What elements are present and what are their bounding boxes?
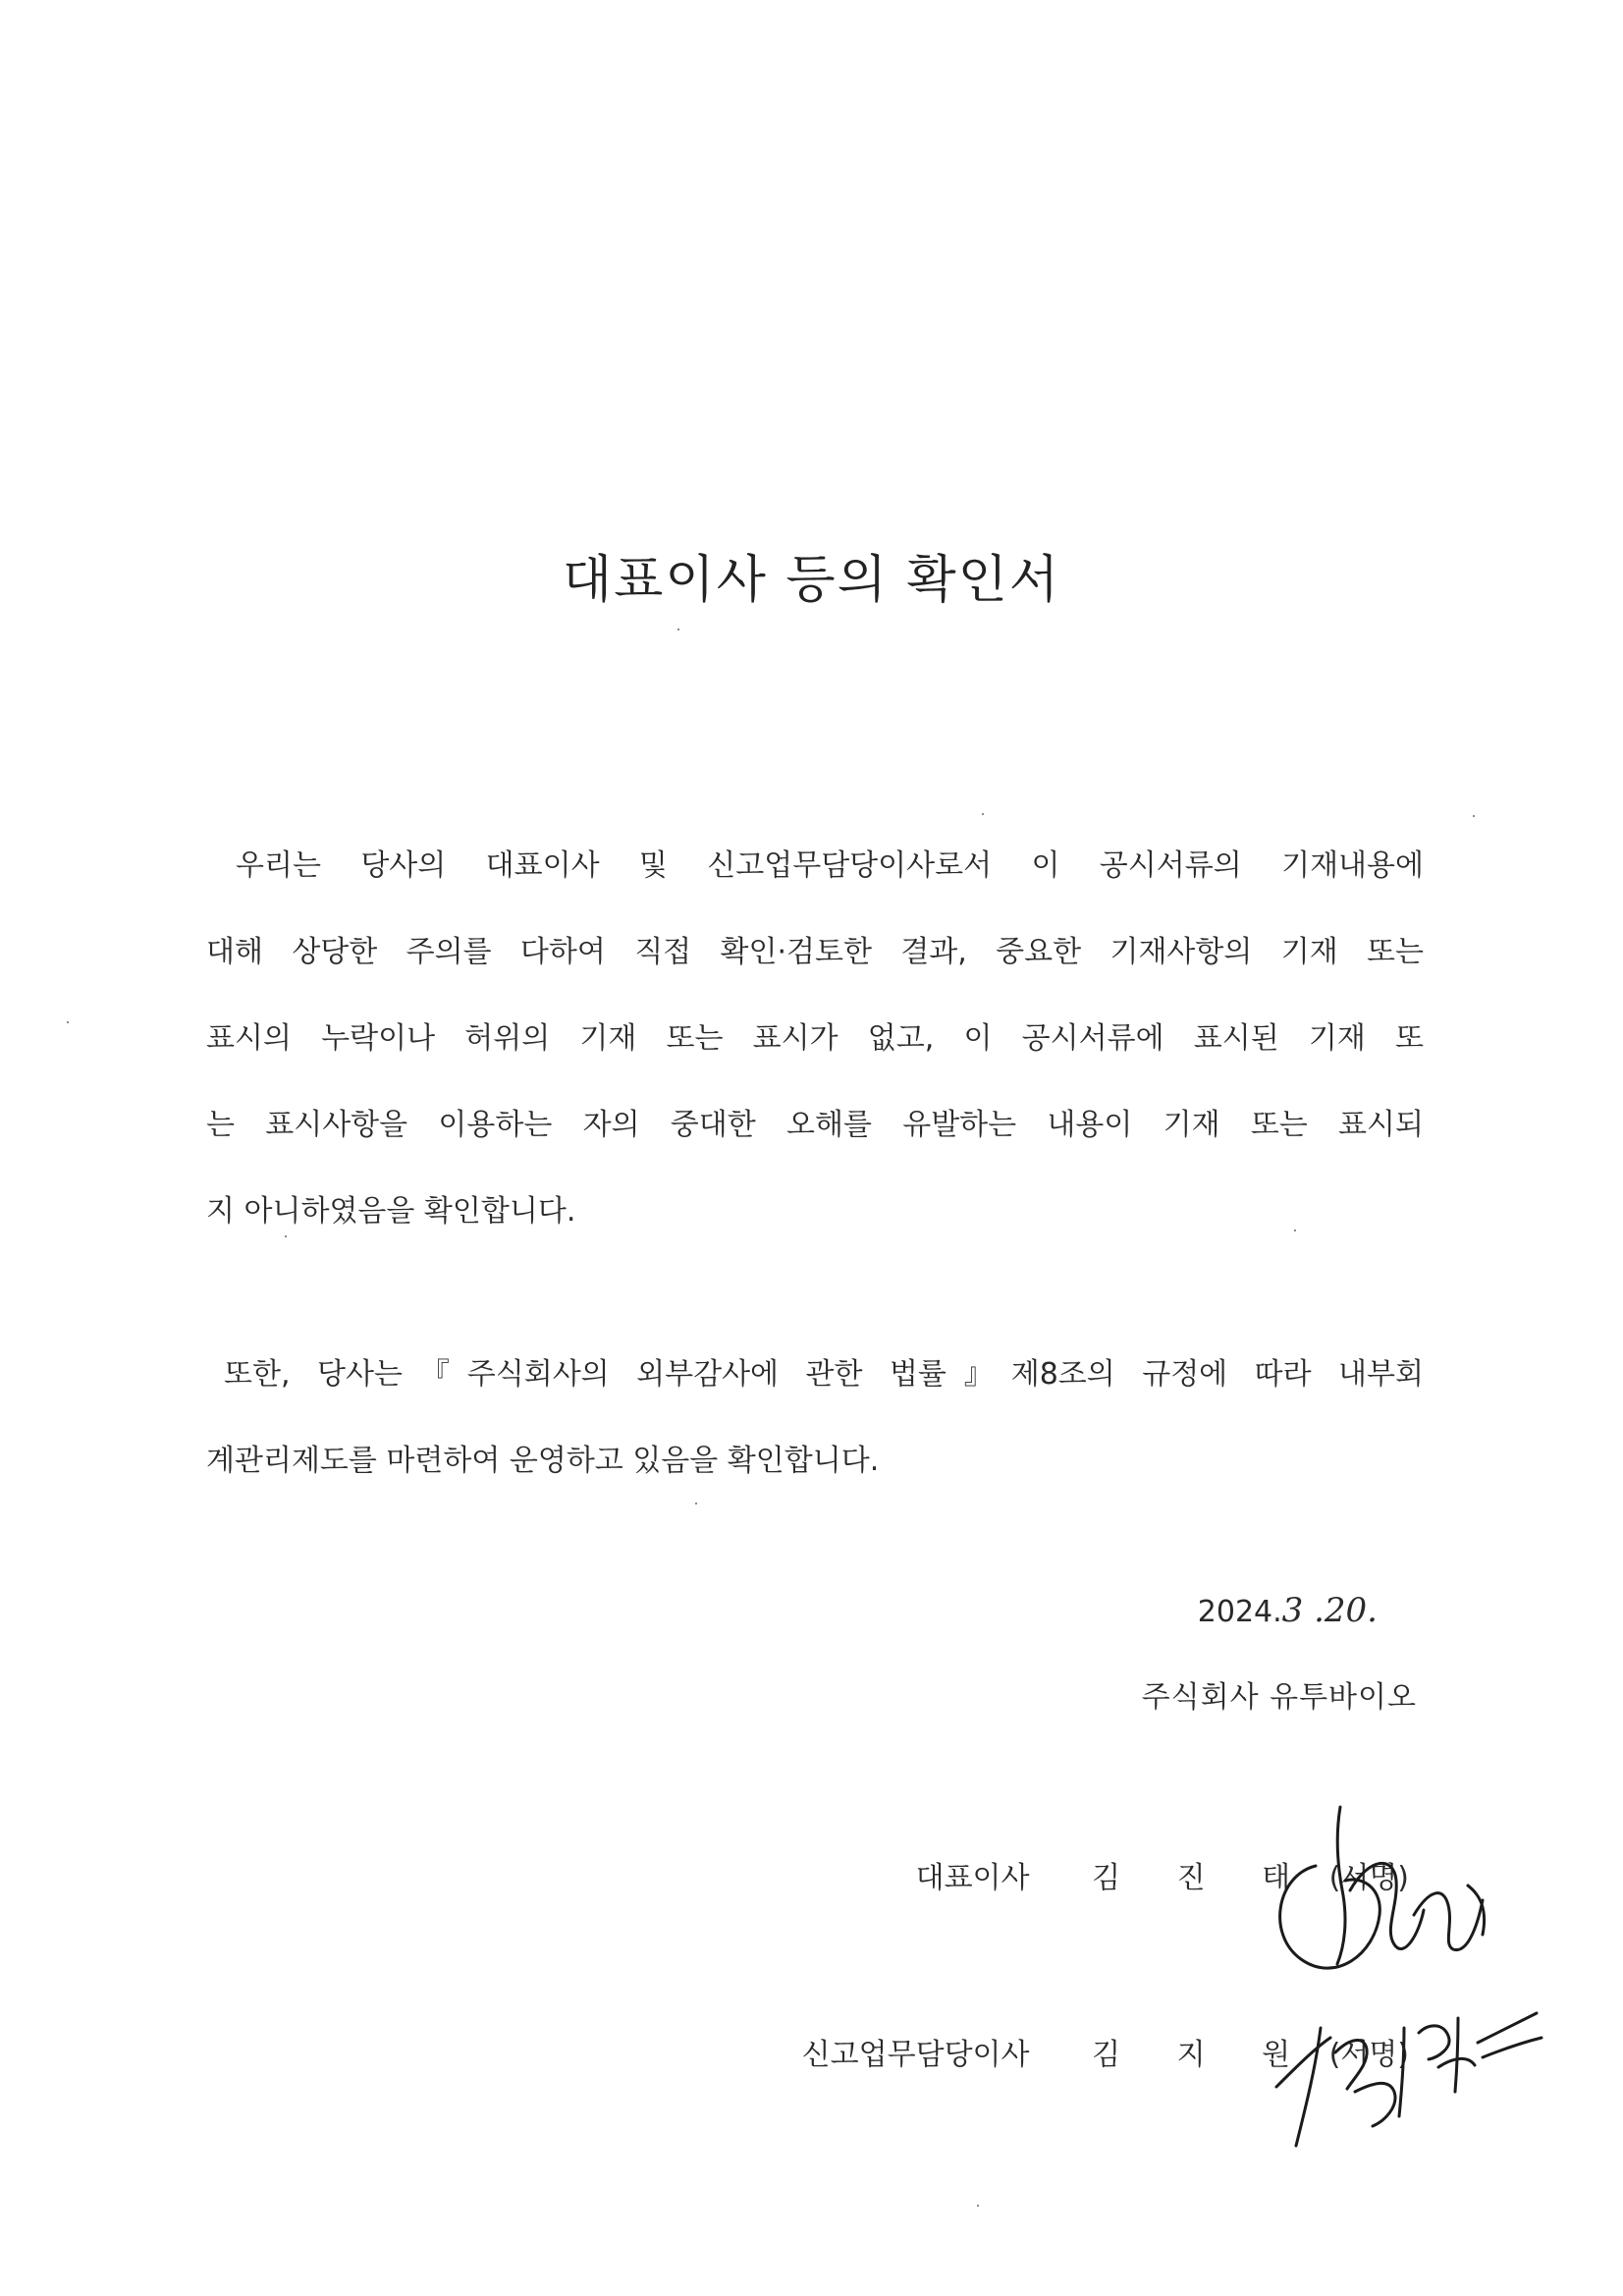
- paragraph-internal-control: [206, 1332, 1424, 1504]
- date-handwritten: 3 .20.: [1281, 1591, 1378, 1630]
- paragraph-line: 는 표시사항을 이용하는 자의 중대한 오해를 유발하는 내용이 기재 또는 표시되: [206, 1108, 1424, 1142]
- signer-role: 대표이사: [915, 1861, 1030, 1895]
- signer-role: 신고업무담당이사: [801, 2038, 1030, 2072]
- signature-mark-label: (서명): [1328, 2038, 1409, 2072]
- paragraph-line: 표시의 누락이나 허위의 기재 또는 표시가 없고, 이 공시서류에 표시된 기재 또: [206, 1021, 1425, 1056]
- company-name: 주식회사 유투바이오: [1141, 1680, 1417, 1715]
- document-title: 대표이사 등의 확인서: [562, 551, 1061, 610]
- signer-name: 김 지 원: [1092, 2038, 1315, 2072]
- paragraph-line: 또한, 당사는『주식회사의 외부감사에 관한 법률』제8조의 규정에 따라 내부회: [224, 1357, 1424, 1392]
- handwritten-signature-ceo: [1247, 1797, 1502, 2003]
- handwritten-signature-officer: [1257, 1998, 1551, 2160]
- paragraph-line: 지 아니하였음을 확인합니다.: [206, 1194, 576, 1229]
- paragraph-confirmation: [206, 823, 1424, 1255]
- document-date: [1198, 1591, 1378, 1630]
- date-printed: 2024.: [1197, 1595, 1282, 1629]
- paragraph-line: 우리는 당사의 대표이사 및 신고업무담당이사로서 이 공시서류의 기재내용에: [236, 848, 1424, 883]
- signer-name: 김 진 태: [1092, 1861, 1315, 1895]
- paragraph-line: 계관리제도를 마련하여 운영하고 있음을 확인합니다.: [206, 1444, 880, 1478]
- signature-mark-label: (서명): [1328, 1861, 1409, 1895]
- paragraph-line: 대해 상당한 주의를 다하여 직접 확인·검토한 결과, 중요한 기재사항의 기재 또는: [206, 935, 1424, 969]
